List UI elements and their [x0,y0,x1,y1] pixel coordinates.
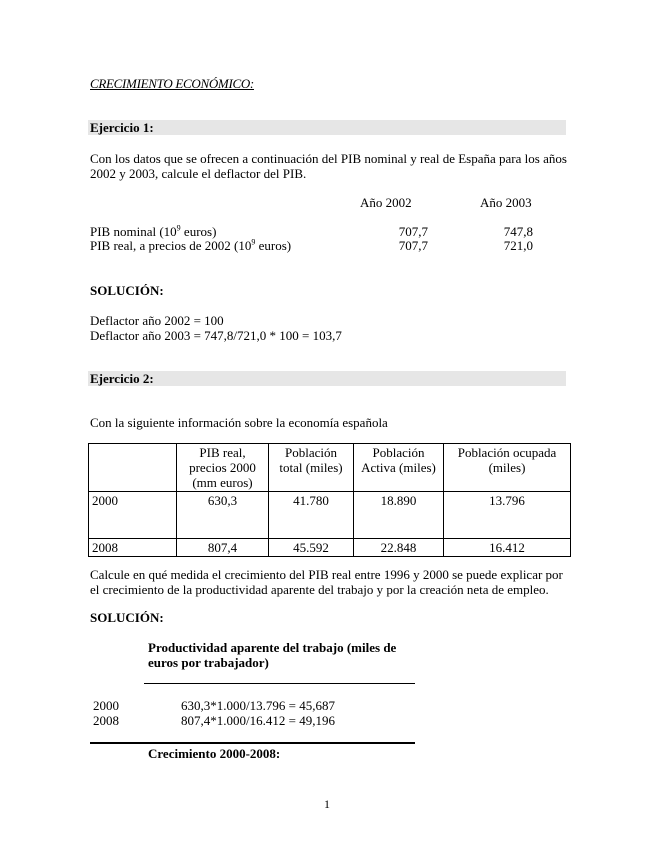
solution-1-line1: Deflactor año 2002 = 100 [90,313,224,328]
table-header-row [89,444,571,492]
column-header-2003: Año 2003 [480,195,532,210]
divider-line [144,683,415,684]
table-cell: 45.592 [269,539,354,557]
table-cell: 18.890 [354,492,444,539]
exercise-2-band [88,371,566,386]
productivity-title-line2: euros por trabajador) [148,655,269,670]
table-row [89,539,571,557]
calc-year-2000: 2000 [93,698,119,713]
exercise-2-heading: Ejercicio 2: [90,371,154,386]
solution-1-heading: SOLUCIÓN: [90,283,164,298]
calc-expr-2000: 630,3*1.000/13.796 = 45,687 [181,698,335,713]
table-header-cell: PIB real, precios 2000 (mm euros) [177,444,269,492]
exercise-2-question-line1: Calcule en qué medida el crecimiento del PIB real entre 1996 y 2000 se puede explicar por [90,567,563,582]
exercise-2-intro: Con la siguiente información sobre la economía española [90,415,388,430]
table-header-cell: Población total (miles) [269,444,354,492]
row-pib-nominal-label: PIB nominal ($10^9$ euros) [90,223,217,239]
row-pib-real-2003: 721,0 [503,238,533,253]
exercise-1-statement-line2: 2002 y 2003, calcule el deflactor del PIB. [90,166,307,181]
table-cell: 13.796 [444,492,571,539]
table-cell: 16.412 [444,539,571,557]
table-cell: 22.848 [354,539,444,557]
table-header-cell: Población ocupada (miles) [444,444,571,492]
table-cell: 630,3 [177,492,269,539]
column-header-2002: Año 2002 [360,195,412,210]
row-pib-nominal-2003: 747,8 [503,224,533,239]
row-pib-real-label: PIB real, a precios de 2002 ($10^9$ euros) [90,237,292,253]
calc-expr-2008: 807,4*1.000/16.412 = 49,196 [181,713,335,728]
divider-line [90,742,415,744]
table-cell: 2008 [89,539,177,557]
table-row [89,492,571,539]
exercise-1-band [88,120,566,135]
table-header-cell [89,444,177,492]
table-cell: 41.780 [269,492,354,539]
solution-1-line2: Deflactor año 2003 = 747,8/721,0 * 100 = 103,7 [90,328,342,343]
table-cell: 807,4 [177,539,269,557]
table-header-cell: Población Activa (miles) [354,444,444,492]
row-pib-real-2002: 707,7 [398,238,428,253]
solution-2-heading: SOLUCIÓN: [90,610,164,625]
table-cell: 2000 [89,492,177,539]
exercise-1-statement-line1: Con los datos que se ofrecen a continuación del PIB nominal y real de España para los años [90,151,567,166]
exercise-1-heading: Ejercicio 1: [90,120,154,135]
growth-label: Crecimiento 2000-2008: [148,746,281,761]
page-number: 1 [324,797,330,811]
exercise-2-question-line2: el crecimiento de la productividad aparente del trabajo y por la creación neta de empleo. [90,582,549,597]
document-title: CRECIMIENTO ECONÓMICO: [90,76,254,91]
productivity-title-line1: Productividad aparente del trabajo (miles de [148,640,397,655]
economy-data-table [88,443,571,557]
row-pib-nominal-2002: 707,7 [398,224,428,239]
calc-year-2008: 2008 [93,713,119,728]
